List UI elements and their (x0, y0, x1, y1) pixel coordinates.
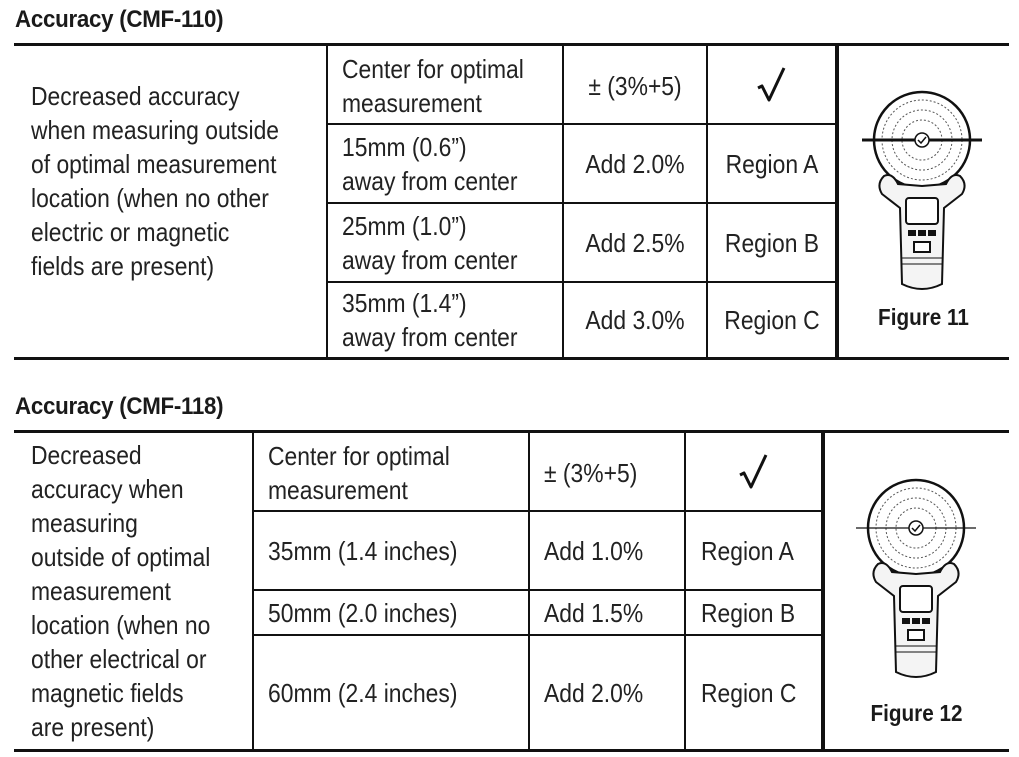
description-line: outside of optimal (31, 542, 211, 572)
section1-top-rule (14, 43, 1009, 46)
description-line: fields are present) (31, 251, 215, 281)
section1-heading: Accuracy (CMF-110) (15, 6, 224, 33)
section2-row3-region: Region C (701, 677, 797, 708)
figure-caption: Figure 12 (870, 700, 963, 726)
section2-row1-region: Region A (701, 535, 794, 566)
section2-row3-accuracy: Add 2.0% (544, 677, 644, 708)
section1-row0-location (342, 48, 524, 123)
description-line: are present) (31, 712, 155, 742)
description-line: measurement (31, 576, 171, 606)
description-line: Decreased accuracy (31, 81, 240, 111)
location-line: 35mm (1.4 inches) (268, 535, 458, 566)
description-line: other electrical or (31, 644, 207, 674)
location-line: Center for optimal (342, 53, 524, 84)
section2-row2-location (268, 591, 457, 634)
section1-row2-accuracy: Add 2.5% (585, 227, 685, 258)
checkmark-icon (708, 48, 836, 123)
section2-top-rule (14, 430, 1009, 433)
location-line: Center for optimal (268, 440, 450, 471)
location-line: away from center (342, 165, 518, 196)
description-line: electric or magnetic (31, 217, 230, 247)
section1-row1-location (342, 125, 517, 202)
figure-caption: Figure 11 (878, 304, 969, 330)
description-line: location (when no (31, 610, 211, 640)
section1-row2-region: Region B (724, 227, 820, 258)
description-line: when measuring outside (31, 115, 280, 145)
section1-bottom-rule (14, 357, 1009, 360)
description-line: location (when no other (31, 183, 269, 213)
location-line: measurement (342, 87, 482, 118)
section1-row1-region: Region A (725, 148, 819, 179)
section2-bottom-rule (14, 749, 1009, 752)
location-line: measurement (268, 474, 408, 505)
section2-row1-location (268, 512, 457, 589)
section2-row2-accuracy: Add 1.5% (544, 597, 644, 628)
section1-row3-region: Region C (724, 305, 820, 335)
section1-description (31, 79, 279, 283)
section2-row3-location (268, 636, 457, 749)
section2-row1-accuracy: Add 1.0% (544, 535, 644, 566)
location-line: away from center (342, 322, 518, 352)
description-line: measuring (31, 508, 138, 538)
location-line: 60mm (2.4 inches) (268, 677, 458, 708)
location-line: 15mm (0.6”) (342, 131, 467, 162)
location-line: 25mm (1.0”) (342, 210, 467, 241)
description-line: Decreased (31, 440, 142, 470)
location-line: 35mm (1.4”) (342, 288, 467, 318)
description-line: magnetic fields (31, 678, 184, 708)
location-line: 50mm (2.0 inches) (268, 597, 458, 628)
section2-description (31, 438, 210, 744)
section2-row2-region: Region B (701, 597, 796, 628)
section1-row2-location (342, 204, 517, 281)
section2-col-divider-2 (528, 433, 530, 749)
checkmark-icon (686, 435, 822, 510)
section2-row0-accuracy: ± (3%+5) (544, 457, 638, 488)
description-line: accuracy when (31, 474, 184, 504)
section1-row3-location (342, 283, 517, 357)
section1-row0-accuracy: ± (3%+5) (588, 70, 682, 101)
clamp-meter-illustration (862, 88, 982, 298)
description-line: of optimal measurement (31, 149, 277, 179)
section2-row0-location (268, 435, 450, 510)
clamp-meter-illustration (856, 476, 976, 686)
section2-heading: Accuracy (CMF-118) (15, 393, 224, 420)
section1-row1-accuracy: Add 2.0% (585, 148, 685, 179)
section1-row3-accuracy: Add 3.0% (585, 305, 685, 335)
location-line: away from center (342, 244, 518, 275)
section2-col-divider-1 (252, 433, 254, 749)
